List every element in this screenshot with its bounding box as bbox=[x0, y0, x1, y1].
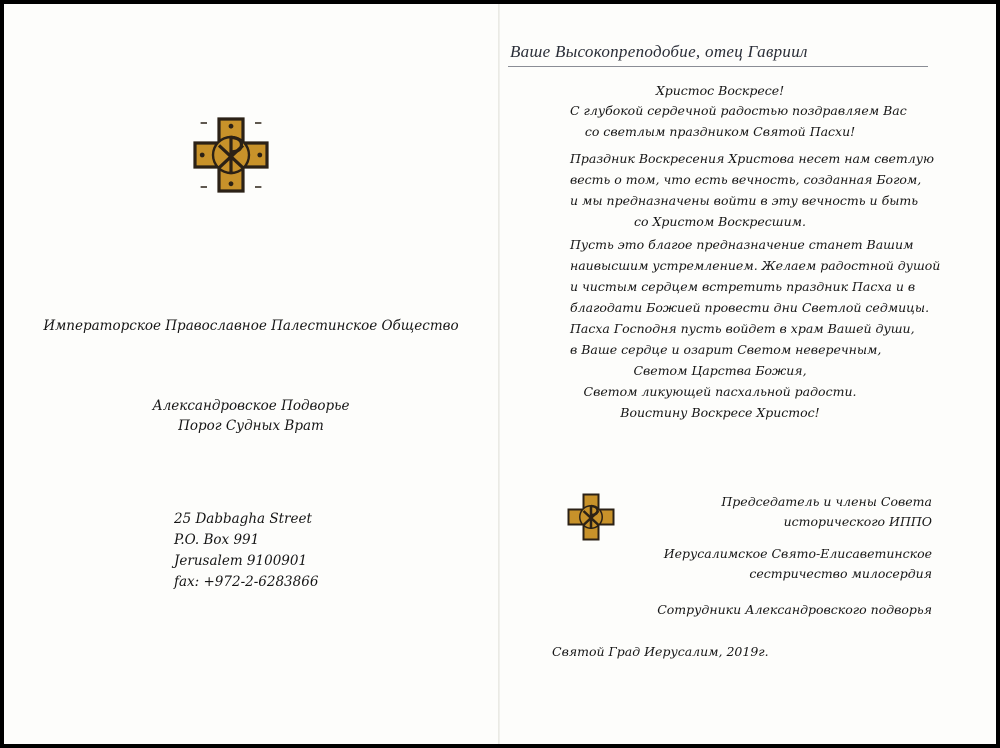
address-po-box: P.O. Box 991 bbox=[174, 532, 260, 548]
chi-rho-emblem-icon bbox=[191, 115, 271, 195]
signature-line: исторического ИППО bbox=[783, 514, 932, 529]
address-fax: fax: +972-2-6283866 bbox=[174, 574, 319, 590]
message-line: Светом Царства Божия, bbox=[633, 363, 807, 378]
message-paragraph-3 bbox=[570, 234, 941, 402]
signature-line: Председатель и члены Совета bbox=[721, 494, 932, 509]
handwritten-greeting: Ваше Высокопреподобие, отец Гавриил bbox=[510, 42, 808, 61]
message-line: и чистым сердцем встретить праздник Пасха и в bbox=[570, 279, 916, 294]
message-line: благодати Божией провести дни Светлой седмицы. bbox=[570, 300, 930, 315]
signature-line: Иерусалимское Свято-Елисаветинское bbox=[663, 546, 932, 561]
chi-rho-emblem-small-icon bbox=[566, 492, 616, 542]
message-line: С глубокой сердечной радостью поздравляем Вас bbox=[570, 103, 907, 118]
council-signature bbox=[674, 492, 932, 532]
message-line: и мы предназначены войти в эту вечность и быть bbox=[570, 193, 919, 208]
postal-address bbox=[174, 509, 318, 593]
message-line: наивысшим устремлением. Желаем радостной душой bbox=[570, 258, 941, 273]
message-closing: Воистину Воскресе Христос! bbox=[620, 405, 820, 420]
compound-line: Александровское Подворье bbox=[152, 398, 350, 414]
organization-name: Императорское Православное Палестинское Общество bbox=[43, 318, 459, 334]
message-line: в Ваше сердце и озарит Светом неверечным, bbox=[570, 342, 882, 357]
address-street: 25 Dabbagha Street bbox=[174, 511, 312, 527]
staff-signature: Сотрудники Александровского подворья bbox=[657, 602, 932, 617]
greeting-underline bbox=[508, 66, 928, 67]
greeting-card bbox=[4, 4, 996, 744]
message-line: Праздник Воскресения Христова несет нам светлую bbox=[570, 151, 934, 166]
message-line: Пасха Господня пусть войдет в храм Вашей души, bbox=[570, 321, 915, 336]
message-paragraph-2 bbox=[570, 148, 934, 232]
address-city: Jerusalem 9100901 bbox=[174, 553, 308, 569]
compound-line: Порог Судных Врат bbox=[178, 418, 324, 434]
message-line: со Христом Воскресшим. bbox=[634, 214, 806, 229]
sisterhood-signature bbox=[654, 544, 932, 584]
place-and-date: Святой Град Иерусалим, 2019г. bbox=[552, 644, 769, 659]
compound-name bbox=[4, 396, 498, 436]
message-paragraph-1 bbox=[570, 100, 907, 142]
message-line: весть о том, что есть вечность, созданная Богом, bbox=[570, 172, 922, 187]
message-heading: Христос Воскресе! bbox=[655, 83, 785, 98]
message-line: со светлым праздником Святой Пасхи! bbox=[584, 124, 856, 139]
message-line: Светом ликующей пасхальной радости. bbox=[583, 384, 857, 399]
card-fold bbox=[498, 4, 500, 744]
message-line: Пусть это благое предназначение станет Вашим bbox=[570, 237, 914, 252]
signature-line: сестричество милосердия bbox=[749, 566, 932, 581]
